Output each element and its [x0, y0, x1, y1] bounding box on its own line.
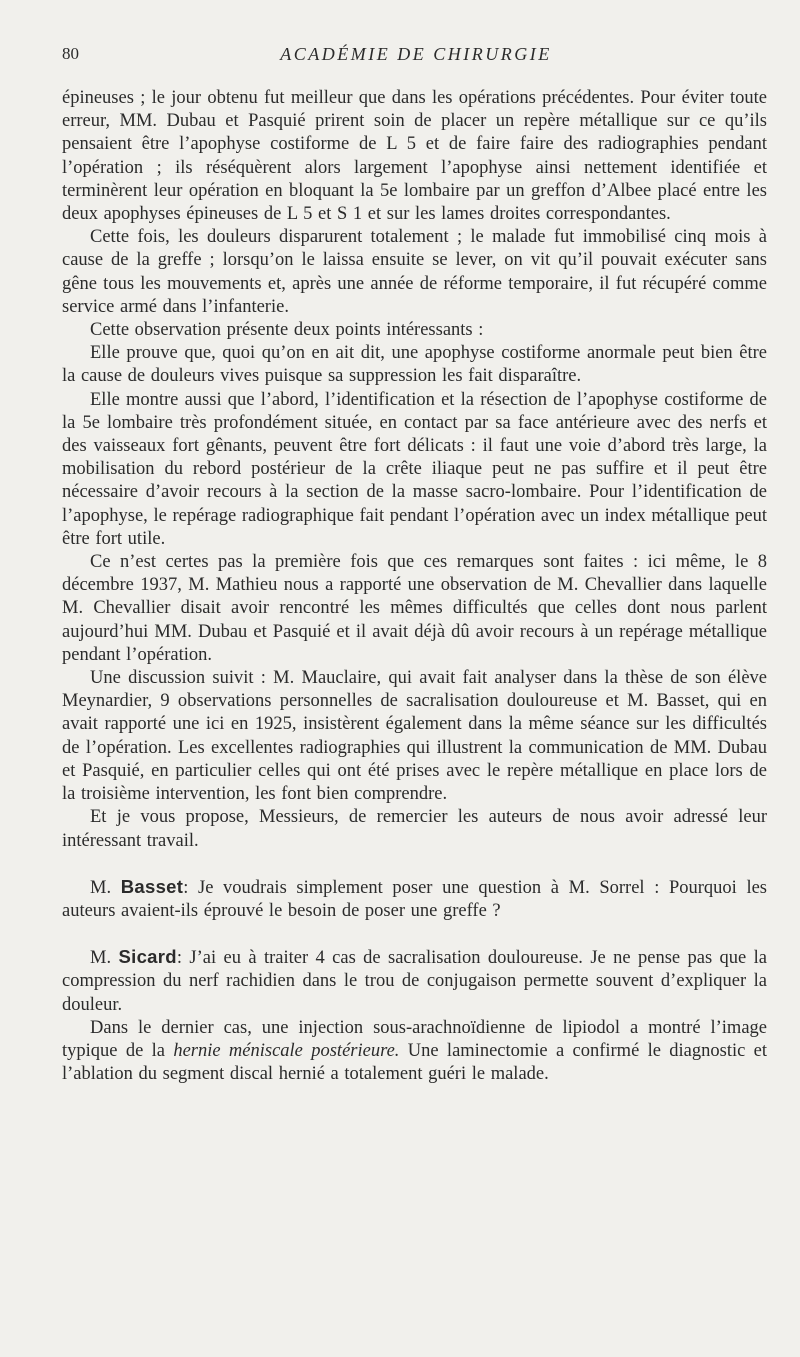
paragraph: Ce n’est certes pas la première fois que ces remarques sont faites : ici même, le 8 décembre 1937, M. Mathieu nous a rapporté une observation de M. Chevallier dans laquelle M. Chevallier disait avoir rencontré les mêmes difficultés que celles dont nous parlent aujourd’hui MM. Dubau et Pasquié et il avait déjà dû avoir recours à un repérage métallique pendant l’opération. [62, 552, 767, 665]
text-span: Une laminectomie a confirmé le diagnostic et l’ablation du segment discal hernié a totalement guéri le malade. [62, 1040, 768, 1085]
page-header [62, 44, 770, 68]
speaker-title: M. [90, 948, 112, 969]
paragraph: Une discussion suivit : M. Mauclaire, qui avait fait analyser dans la thèse de son élève Meynardier, 9 observations personnelles de sacralisation douloureuse et M. Basset, qui en avait rapporté une ici en 1925, insistèrent également dans la même séance sur les difficultés de l’opération. Les excellentes radiographies qui illustrent la communication de MM. Dubau et Pasquié, en particulier celles qui ont été prises avec le repère métallique en place lors de la troisième intervention, les font bien comprendre. [62, 668, 767, 805]
paragraph: Cette fois, les douleurs disparurent totalement ; le malade fut immobilisé cinq mois à cause de la greffe ; lorsqu’on le laissa ensuite se lever, on vit qu’il pouvait exécuter sans gêne tous les mouvements et, après une année de réforme temporaire, il fut récupéré comme service armé dans l’infanterie. [62, 227, 767, 317]
paragraph: Et je vous propose, Messieurs, de remercier les auteurs de nous avoir adressé leur intéressant travail. [62, 807, 767, 851]
body-text [62, 87, 767, 1086]
speaker-remark: : Je voudrais simplement poser une question à M. Sorrel : Pourquoi les auteurs avaient-ils éprouvé le besoin de poser une greffe ? [62, 877, 768, 921]
speaker-title: M. [90, 877, 112, 898]
paragraph: Elle prouve que, quoi qu’on en ait dit, une apophyse costiforme anormale peut bien être la cause de douleurs vives puisque sa suppression les fait disparaître. [62, 343, 767, 387]
paragraph: Elle montre aussi que l’abord, l’identification et la résection de l’apophyse costiforme de la 5e lombaire très profondément située, en contact par sa face antérieure avec des nerfs et des vaisseaux fort gênants, peuvent être fort délicats : il faut une voie d’abord très large, la mobilisation du rebord postérieur de la crête iliaque peut ne pas suffire et il peut être nécessaire d’avoir recours à la section de la masse sacro-lombaire. Pour l’identification de l’apophyse, le repérage radiographique fait pendant l’opération avec un index métallique peut être fort utile. [62, 389, 767, 549]
discussion-sicard [62, 945, 767, 1017]
text-span: Dans le dernier cas, une injection sous-arachnoïdienne de lipiodol a montré l’image typique de la [62, 1017, 767, 1061]
speaker-name: Basset [120, 875, 184, 897]
paragraph [62, 1017, 767, 1087]
paragraph: épineuses ; le jour obtenu fut meilleur que dans les opérations précédentes. Pour éviter toute erreur, MM. Dubau et Pasquié prirent soin de placer un repère métallique sur ce qu’ils pensaient être l’apophyse costiforme de L 5 et de faire faire des radiographies pendant l’opération ; ils réséquèrent alors largement l’apophyse ainsi nettement identifiée et terminèrent leur opération en bloquant la 5e lombaire par un greffon d’Albee placé entre les deux apophyses épineuses de L 5 et S 1 et sur les lames droites correspondantes. [62, 88, 767, 225]
speaker-remark: : J’ai eu à traiter 4 cas de sacralisation douloureuse. Je ne pense pas que la compression du nerf rachidien dans le trou de conjugaison permette souvent d’expliquer la douleur. [62, 948, 768, 1015]
speaker-name: Sicard [118, 946, 177, 968]
running-title: ACADÉMIE DE CHIRURGIE [280, 44, 552, 64]
discussion-basset [62, 875, 767, 923]
paragraph: Cette observation présente deux points intéressants : [90, 320, 484, 341]
italic-term: hernie méniscale postérieure. [173, 1040, 400, 1061]
page-number: 80 [62, 44, 79, 63]
